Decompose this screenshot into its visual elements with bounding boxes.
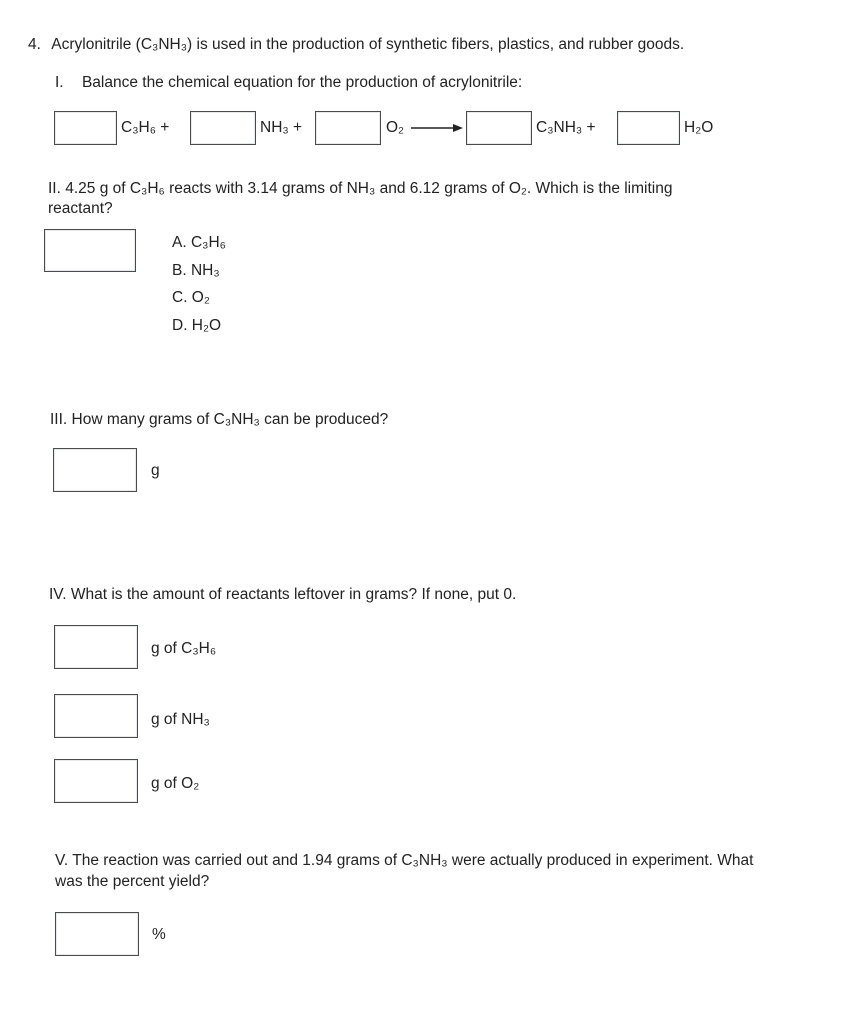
option-d: D. H₂O [172, 317, 222, 334]
part1-prompt: Balance the chemical equation for the production of acrylonitrile: [81, 74, 523, 91]
percent-yield-input[interactable] [55, 912, 139, 956]
coefficient-input-h2o[interactable] [617, 111, 680, 145]
leftover-o2-unit: g of O₂ [151, 775, 200, 792]
grams-produced-unit: g [151, 462, 160, 479]
option-a: A. C₃H₆ [172, 234, 226, 251]
leftover-c3h6-unit: g of C₃H₆ [151, 640, 217, 657]
equation-term-c3nh3: C₃NH₃ + [536, 119, 596, 136]
coefficient-input-c3nh3[interactable] [466, 111, 532, 145]
reaction-arrow-icon [411, 122, 463, 134]
equation-term-h2o: H₂O [684, 119, 714, 136]
part1-prompt-row [55, 74, 522, 92]
option-b: B. NH₃ [172, 262, 220, 279]
leftover-nh3-unit: g of NH₃ [151, 711, 210, 728]
leftover-o2-input[interactable] [54, 759, 138, 803]
part2-prompt-line2: reactant? [48, 200, 113, 217]
part3-prompt: III. How many grams of C₃NH₃ can be produced? [50, 411, 389, 428]
equation-term-o2: O₂ [386, 119, 405, 136]
leftover-nh3-input[interactable] [54, 694, 138, 738]
equation-term-nh3: NH₃ + [260, 119, 303, 136]
part1-label: I. [55, 74, 64, 91]
leftover-c3h6-input[interactable] [54, 625, 138, 669]
coefficient-input-o2[interactable] [315, 111, 381, 145]
part4-prompt: IV. What is the amount of reactants leftover in grams? If none, put 0. [49, 586, 517, 603]
equation-term-c3h6: C₃H₆ + [121, 119, 170, 136]
grams-produced-input[interactable] [53, 448, 137, 492]
part2-prompt-line1: II. 4.25 g of C₃H₆ reacts with 3.14 grams of NH₃ and 6.12 grams of O₂. Which is the limiting [48, 180, 673, 197]
question-number: 4. [28, 36, 41, 53]
limiting-reactant-input[interactable] [44, 229, 136, 272]
part5-prompt-line2: was the percent yield? [55, 873, 210, 890]
percent-yield-unit: % [152, 926, 166, 943]
question-header [28, 36, 684, 54]
part5-prompt-line1: V. The reaction was carried out and 1.94 grams of C₃NH₃ were actually produced in experiment. What [55, 852, 754, 869]
coefficient-input-c3h6[interactable] [54, 111, 117, 145]
option-c: C. O₂ [172, 289, 210, 306]
coefficient-input-nh3[interactable] [190, 111, 256, 145]
question-intro: Acrylonitrile (C₃NH₃) is used in the production of synthetic fibers, plastics, and rubber goods. [51, 36, 685, 53]
